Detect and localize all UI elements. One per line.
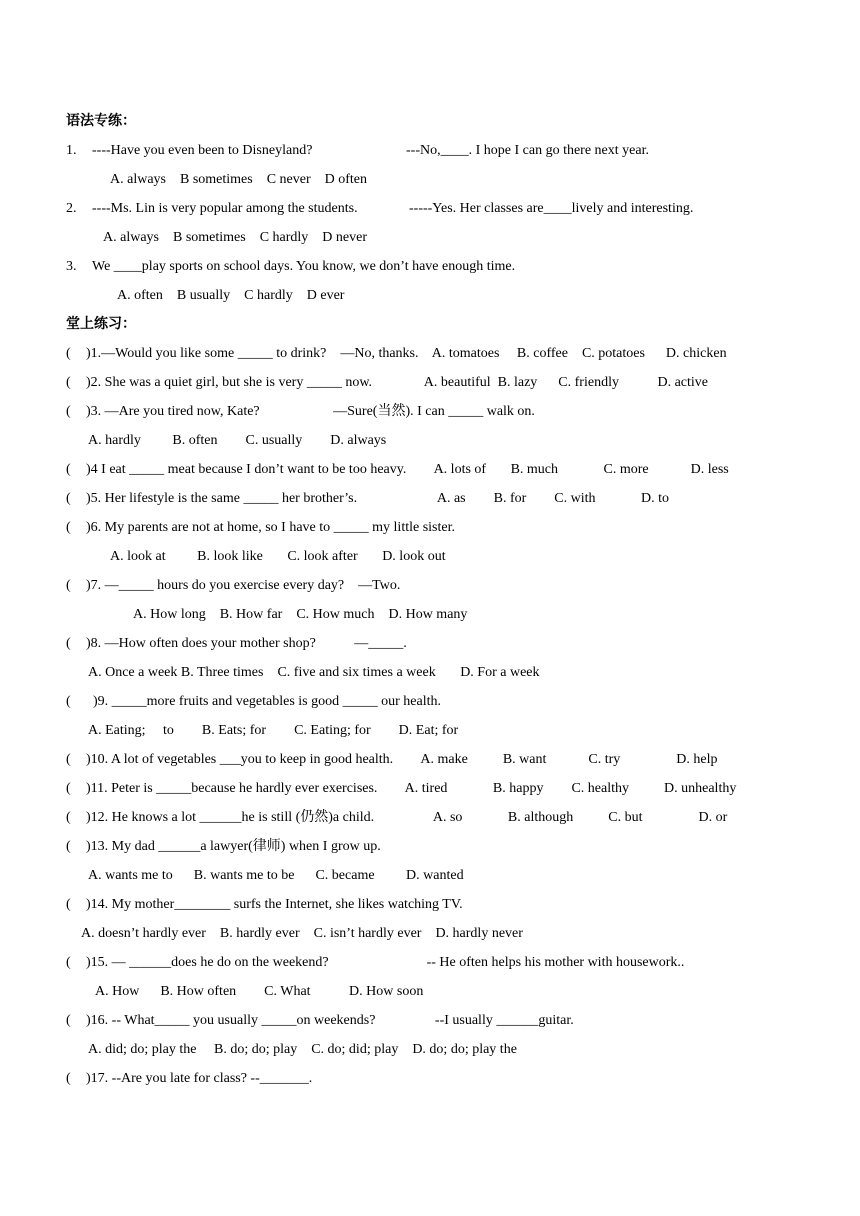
exercise-line: )5. Her lifestyle is the same _____ her brother’s. A. as B. for C. with D. to [72,491,670,506]
answer-bracket: ( [66,897,71,912]
question-reply: ---No,____. I hope I can go there next year. [406,143,649,158]
answer-bracket: ( [66,346,71,361]
answer-bracket: ( [66,810,71,825]
exercise-line: )12. He knows a lot ______he is still (仍然)a child. A. so B. although C. but D. or [72,810,728,825]
answer-bracket: ( [66,752,71,767]
answer-bracket: ( [66,375,71,390]
question-reply: -----Yes. Her classes are____lively and interesting. [409,201,694,216]
exercise-options: A. hardly B. often C. usually D. always [88,433,387,448]
exercise-line: )4 I eat _____ meat because I don’t want to be too heavy. A. lots of B. much C. more D. less [72,462,729,477]
exercise-line: )13. My dad ______a lawyer(律师) when I grow up. [72,839,381,854]
exercise-line: )1.—Would you like some _____ to drink? —No, thanks. A. tomatoes B. coffee C. potatoes D. chicken [72,346,727,361]
exercise-line: )16. -- What_____ you usually _____on weekends? --I usually ______guitar. [72,1013,574,1028]
answer-bracket: ( [66,955,71,970]
answer-bracket: ( [66,1013,71,1028]
answer-bracket: ( [66,636,71,651]
exercise-line: )8. —How often does your mother shop? —_____. [72,636,407,651]
exercise-line: )7. —_____ hours do you exercise every day? —Two. [72,578,401,593]
answer-bracket: ( [66,694,71,709]
exercise-line: )17. --Are you late for class? --_______. [72,1071,313,1086]
exercise-options: A. Once a week B. Three times C. five and six times a week D. For a week [88,665,540,680]
exercise-options: A. Eating; to B. Eats; for C. Eating; for D. Eat; for [88,723,459,738]
answer-bracket: ( [66,404,71,419]
answer-bracket: ( [66,781,71,796]
exercise-line: )2. She was a quiet girl, but she is very _____ now. A. beautiful B. lazy C. friendly D. active [72,375,708,390]
exercise-line: )6. My parents are not at home, so I have to _____ my little sister. [72,520,455,535]
exercise-line: )14. My mother________ surfs the Internet, she likes watching TV. [72,897,463,912]
section-heading-practice: 堂上练习： [66,317,136,332]
question-number: 2. [66,201,77,216]
exercise-line: )15. — ______does he do on the weekend? -- He often helps his mother with housework.. [72,955,685,970]
exercise-line: )10. A lot of vegetables ___you to keep in good health. A. make B. want C. try D. help [72,752,718,767]
answer-bracket: ( [66,839,71,854]
question-number: 1. [66,143,77,158]
section-heading-grammar: 语法专练： [66,114,136,129]
answer-bracket: ( [66,578,71,593]
question-stem: We ____play sports on school days. You know, we don’t have enough time. [92,259,516,274]
question-options: A. always B sometimes C hardly D never [103,230,368,245]
exercise-line: )11. Peter is _____because he hardly ever exercises. A. tired B. happy C. healthy D. unhealthy [72,781,737,796]
answer-bracket: ( [66,491,71,506]
question-number: 3. [66,259,77,274]
exercise-options: A. wants me to B. wants me to be C. became D. wanted [88,868,464,883]
question-options: A. often B usually C hardly D ever [117,288,345,303]
question-options: A. always B sometimes C never D often [110,172,368,187]
exercise-line: )3. —Are you tired now, Kate? —Sure(当然). I can _____ walk on. [72,404,535,419]
answer-bracket: ( [66,462,71,477]
question-stem: ----Ms. Lin is very popular among the students. [92,201,358,216]
exercise-options: A. How B. How often C. What D. How soon [95,984,424,999]
exercise-line: )9. _____more fruits and vegetables is good _____ our health. [72,694,441,709]
answer-bracket: ( [66,520,71,535]
question-stem: ----Have you even been to Disneyland? [92,143,313,158]
exercise-options: A. How long B. How far C. How much D. How many [133,607,468,622]
exercise-options: A. did; do; play the B. do; do; play C. do; did; play D. do; do; play the [88,1042,517,1057]
exercise-options: A. look at B. look like C. look after D. look out [110,549,446,564]
answer-bracket: ( [66,1071,71,1086]
exercise-options: A. doesn’t hardly ever B. hardly ever C. isn’t hardly ever D. hardly never [81,926,523,941]
